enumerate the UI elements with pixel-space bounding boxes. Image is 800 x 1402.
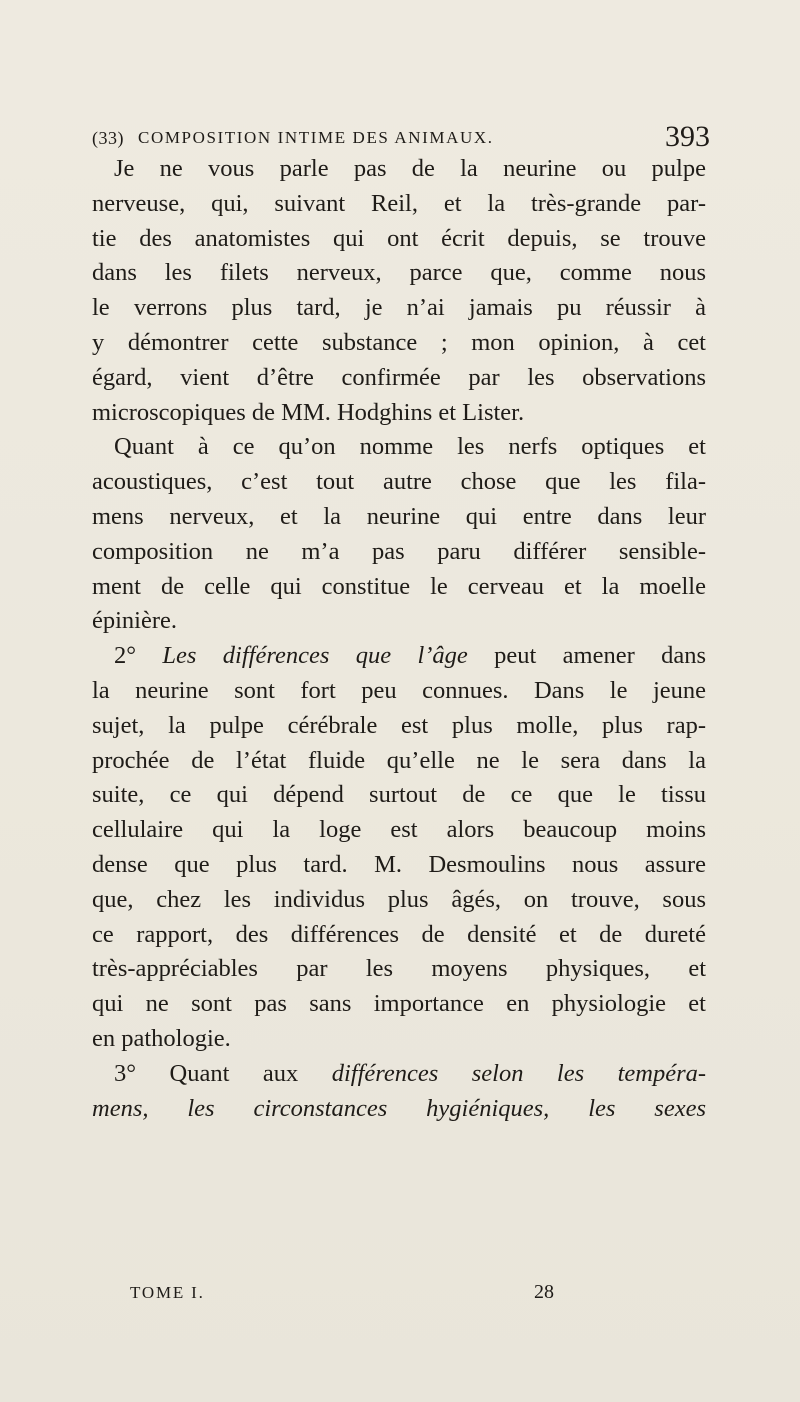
text-line: suite, ce qui dépend surtout de ce que le tissu: [92, 781, 706, 809]
text-line: qui ne sont pas sans importance en physiologie et: [92, 990, 706, 1018]
para3-number: 3°: [114, 1059, 137, 1087]
text-line: en pathologie.: [92, 1024, 231, 1052]
running-title: COMPOSITION INTIME DES ANIMAUX.: [138, 128, 494, 147]
para3-plain: Quant aux: [169, 1059, 332, 1087]
text-line: épinière.: [92, 607, 178, 635]
text-line: que, chez les individus plus âgés, on trouve, sous: [92, 885, 706, 913]
text-line: ment de celle qui constitue le cerveau et la moelle: [92, 572, 706, 600]
text-line: acoustiques, c’est tout autre chose que les fila-: [92, 468, 706, 496]
text-line: y démontrer cette substance ; mon opinion, à cet: [92, 328, 706, 356]
para2-rest: peut amener dans: [467, 642, 707, 670]
text-line: tie des anatomistes qui ont écrit depuis, se trouve: [92, 224, 706, 252]
para2-italic: Les différences que l’âge: [162, 642, 468, 670]
text-line: [92, 1092, 706, 1127]
text-line: très-appréciables par les moyens physiques, et: [92, 955, 706, 983]
para2-number: 2°: [114, 642, 137, 670]
text-line: dense que plus tard. M. Desmoulins nous assure: [92, 850, 706, 878]
text-line: la neurine sont fort peu connues. Dans le jeune: [92, 676, 706, 704]
para3-italic-2: mens, les circonstances hygiéniques, les sexes: [92, 1094, 706, 1122]
text-line: le verrons plus tard, je n’ai jamais pu réussir à: [92, 294, 706, 322]
text-line: Quant à ce qu’on nomme les nerfs optiques et: [114, 433, 706, 461]
page-footer: [130, 1283, 670, 1315]
text-line: Je ne vous parle pas de la neurine ou pulpe: [114, 155, 706, 182]
text-line: microscopiques de MM. Hodghins et Lister.: [92, 398, 525, 426]
text-line: égard, vient d’être confirmée par les observations: [92, 363, 706, 391]
signature-mark: 28: [534, 1281, 554, 1303]
text-line-para2-start: [114, 639, 706, 674]
folio-left: (33): [92, 128, 124, 148]
text-line: ce rapport, des différences de densité et de dureté: [92, 920, 706, 948]
text-line: nerveuse, qui, suivant Reil, et la très-grande par-: [92, 189, 706, 217]
text-line: sujet, la pulpe cérébrale est plus molle, plus rap-: [92, 711, 706, 739]
text-line: composition ne m’a pas paru différer sensible-: [92, 537, 706, 565]
text-line: cellulaire qui la loge est alors beaucoup moins: [92, 816, 706, 844]
para3-italic-1: différences selon les tempéra-: [331, 1059, 707, 1087]
text-line: mens nerveux, et la neurine qui entre dans leur: [92, 502, 706, 530]
body-text: [92, 152, 707, 1126]
text-line-para3-start: [114, 1057, 706, 1092]
volume-label: TOME I.: [130, 1283, 205, 1302]
page-number: 393: [665, 120, 710, 153]
text-line: prochée de l’état fluide qu’elle ne le sera dans la: [92, 746, 706, 774]
text-line: dans les filets nerveux, parce que, comme nous: [92, 259, 706, 287]
